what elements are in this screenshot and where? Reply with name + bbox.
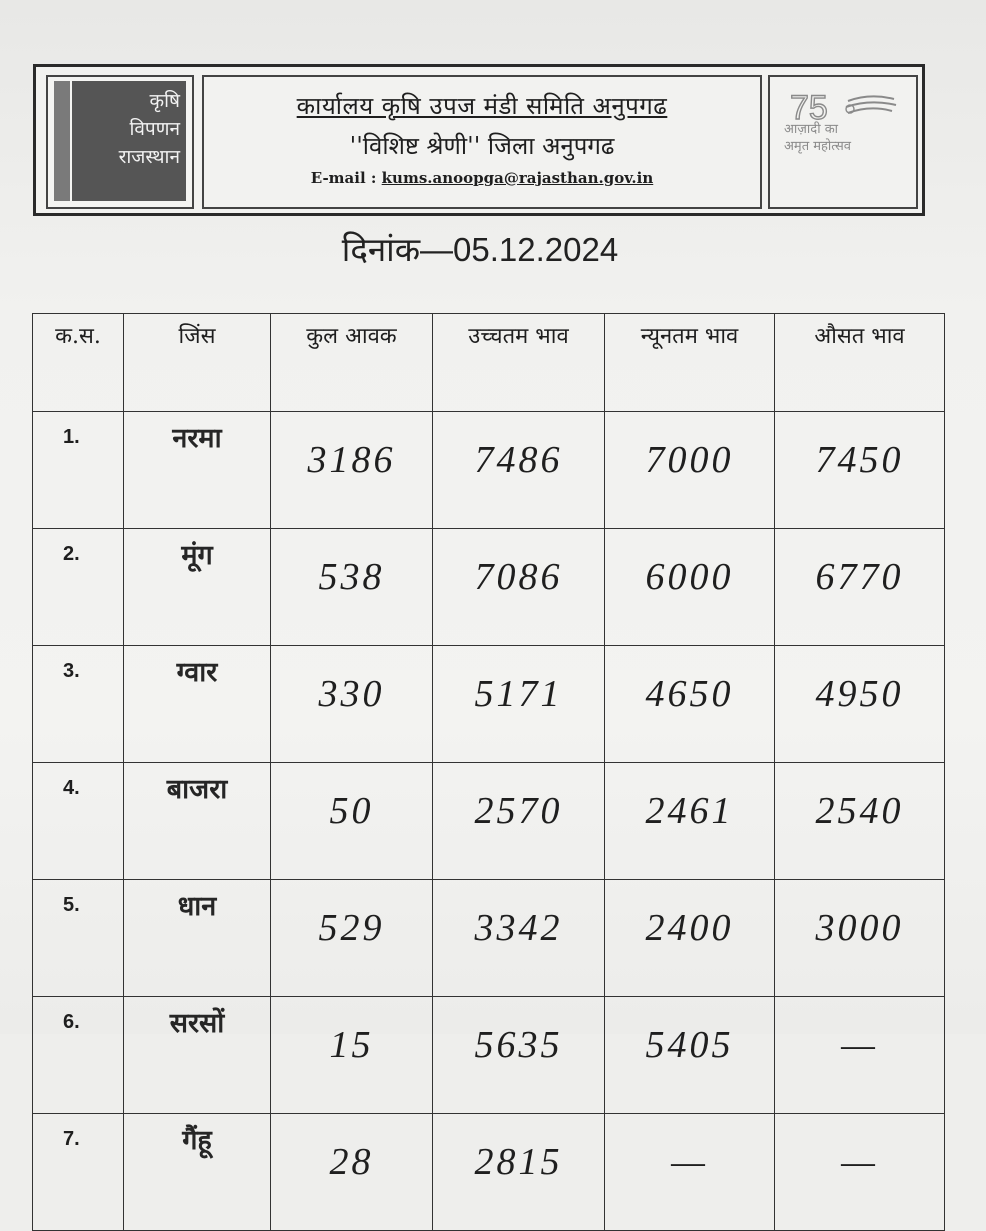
azadi-ka-amrit-mahotsav-logo [768,75,918,209]
total-arrival: 15 [271,997,433,1114]
column-header-serial: क.स. [33,314,124,412]
table-row [33,529,945,646]
table-row [33,1114,945,1231]
table-row [33,763,945,880]
azadi-text [784,121,909,155]
lowest-price: 4650 [605,646,775,763]
column-header-highest-price: उच्चतम भाव [433,314,605,412]
total-arrival: 28 [271,1114,433,1231]
commodity-name: नरमा [124,412,271,529]
office-name: कार्यालय कृषि उपज मंडी समिति अनुपगढ [296,92,668,120]
total-arrival: 330 [271,646,433,763]
serial-number: 7. [33,1114,124,1231]
serial-number: 4. [33,763,124,880]
logo-line: विपणन [129,118,180,140]
total-arrival: 3186 [271,412,433,529]
email-label: E-mail : [310,169,382,187]
email-address: kums.anoopga@rajasthan.gov.in [381,169,654,187]
table-row [33,412,945,529]
table-row [33,997,945,1114]
commodity-name: मूंग [124,529,271,646]
commodity-name: ग्वार [124,646,271,763]
highest-price: 7086 [433,529,605,646]
logo-line: कृषि [149,90,180,112]
table-header-row [33,314,945,412]
mandi-price-table [32,313,945,1231]
average-price: — [775,997,945,1114]
serial-number: 5. [33,880,124,997]
lowest-price: 6000 [605,529,775,646]
krishi-vipnan-logo [46,75,194,209]
lowest-price: 2461 [605,763,775,880]
total-arrival: 538 [271,529,433,646]
column-header-average-price: औसत भाव [775,314,945,412]
highest-price: 2815 [433,1114,605,1231]
lowest-price: 5405 [605,997,775,1114]
commodity-name: गैंहू [124,1114,271,1231]
logo-line: राजस्थान [118,146,180,168]
average-price: 7450 [775,412,945,529]
highest-price: 3342 [433,880,605,997]
logo-number: 75 [790,89,828,127]
serial-number: 6. [33,997,124,1114]
logo-panel [72,81,186,201]
logo-stripe [54,81,70,201]
average-price: 2540 [775,763,945,880]
highest-price: 2570 [433,763,605,880]
office-title-block [202,75,762,209]
table-row [33,880,945,997]
average-price: 3000 [775,880,945,997]
average-price: 4950 [775,646,945,763]
serial-number: 3. [33,646,124,763]
lowest-price: 7000 [605,412,775,529]
azadi-line: अमृत महोत्सव [784,139,852,154]
email-line [204,169,760,187]
total-arrival: 529 [271,880,433,997]
azadi-line: आज़ादी का [784,122,839,137]
lowest-price: — [605,1114,775,1231]
lowest-price: 2400 [605,880,775,997]
total-arrival: 50 [271,763,433,880]
average-price: — [775,1114,945,1231]
column-header-lowest-price: न्यूनतम भाव [605,314,775,412]
column-header-commodity: जिंस [124,314,271,412]
serial-number: 2. [33,529,124,646]
report-date: दिनांक—05.12.2024 [341,231,619,268]
letterhead [33,64,925,216]
commodity-name: सरसों [124,997,271,1114]
office-category: ''विशिष्ट श्रेणी'' जिला अनुपगढ [349,132,615,160]
serial-number: 1. [33,412,124,529]
average-price: 6770 [775,529,945,646]
column-header-total-arrival: कुल आवक [271,314,433,412]
table-row [33,646,945,763]
highest-price: 5171 [433,646,605,763]
commodity-name: बाजरा [124,763,271,880]
commodity-name: धान [124,880,271,997]
highest-price: 7486 [433,412,605,529]
highest-price: 5635 [433,997,605,1114]
